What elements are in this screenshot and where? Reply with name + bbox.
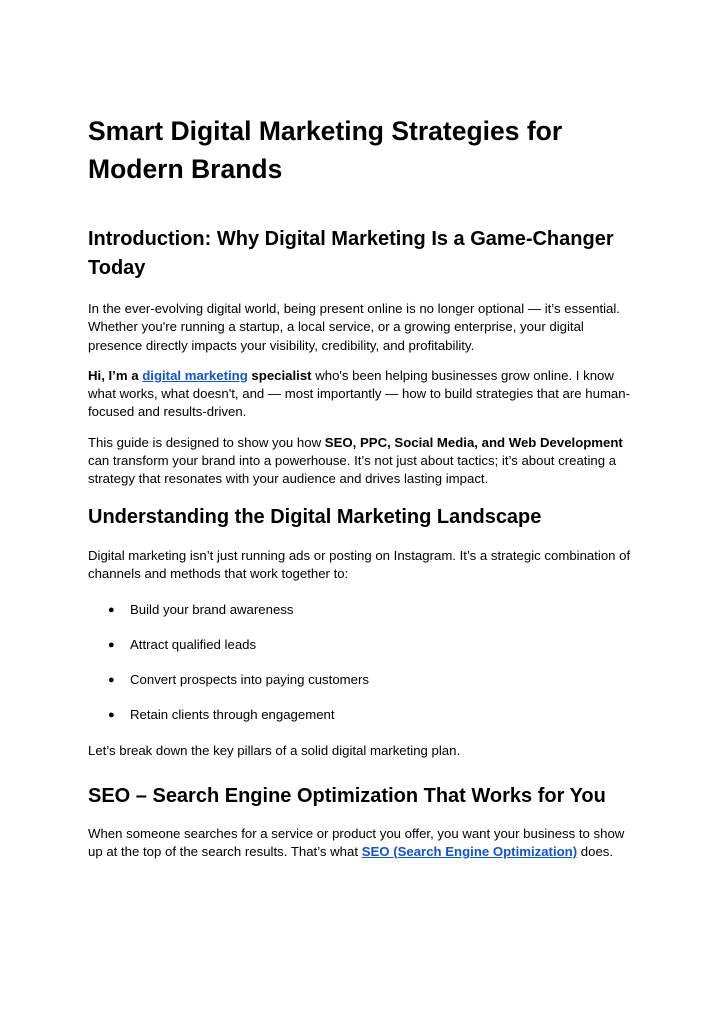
list-item-text: Retain clients through engagement — [130, 706, 335, 722]
bullet-icon: ● — [108, 603, 115, 616]
intro-p3-bold: SEO, PPC, Social Media, and Web Development — [324, 434, 623, 450]
intro-paragraph-2 — [88, 367, 633, 422]
list-item — [88, 671, 633, 689]
digital-marketing-link[interactable]: digital marketing — [142, 367, 248, 383]
seo-p1-lead: When someone searches for a service or product you offer, you want your business to show up at the top of the search results. That’s what — [88, 825, 625, 859]
list-item-text: Build your brand awareness — [130, 601, 294, 617]
bullet-icon: ● — [108, 708, 115, 721]
bullet-icon: ● — [108, 673, 115, 686]
intro-p3-rest: can transform your brand into a powerhouse. It’s not just about tactics; it’s about creating a strategy that resonates with your audience and drives lasting impact. — [88, 453, 617, 487]
list-item — [88, 706, 633, 724]
intro-paragraph-3 — [88, 434, 633, 489]
intro-paragraph-1: In the ever-evolving digital world, being present online is no longer optional — it’s essential. Whether you're running a startup, a local service, or a growing enterprise, your digital presence directly impacts your visibility, credibility, and profitability. — [88, 301, 620, 353]
document-title: Smart Digital Marketing Strategies for Modern Brands — [88, 116, 563, 184]
intro-p2-rest: who's been helping businesses grow online. I know what works, what doesn't, and — most importantly — how to build strategies that are human-focused and results-driven. — [88, 367, 630, 420]
seo-heading: SEO – Search Engine Optimization That Works for You — [88, 785, 606, 808]
list-item-text: Convert prospects into paying customers — [130, 671, 369, 687]
intro-p2-lead: Hi, I’m a — [88, 367, 143, 383]
seo-link[interactable]: SEO (Search Engine Optimization) — [361, 843, 578, 859]
bullet-icon: ● — [108, 638, 115, 651]
seo-paragraph-1 — [88, 825, 633, 862]
list-item — [88, 601, 633, 619]
document-page — [88, 112, 633, 861]
benefits-list — [88, 601, 633, 724]
seo-p1-rest: does. — [577, 843, 614, 859]
intro-heading: Introduction: Why Digital Marketing Is a Game-Changer Today — [88, 228, 614, 279]
list-item — [88, 636, 633, 654]
intro-p2-bold: specialist — [247, 367, 312, 383]
landscape-paragraph-1: Digital marketing isn’t just running ads or posting on Instagram. It’s a strategic combination of channels and methods that work together to: — [88, 548, 631, 582]
landscape-paragraph-2: Let’s break down the key pillars of a solid digital marketing plan. — [88, 742, 461, 758]
landscape-heading: Understanding the Digital Marketing Landscape — [88, 505, 542, 528]
intro-p3-lead: This guide is designed to show you how — [88, 434, 325, 450]
list-item-text: Attract qualified leads — [130, 636, 257, 652]
